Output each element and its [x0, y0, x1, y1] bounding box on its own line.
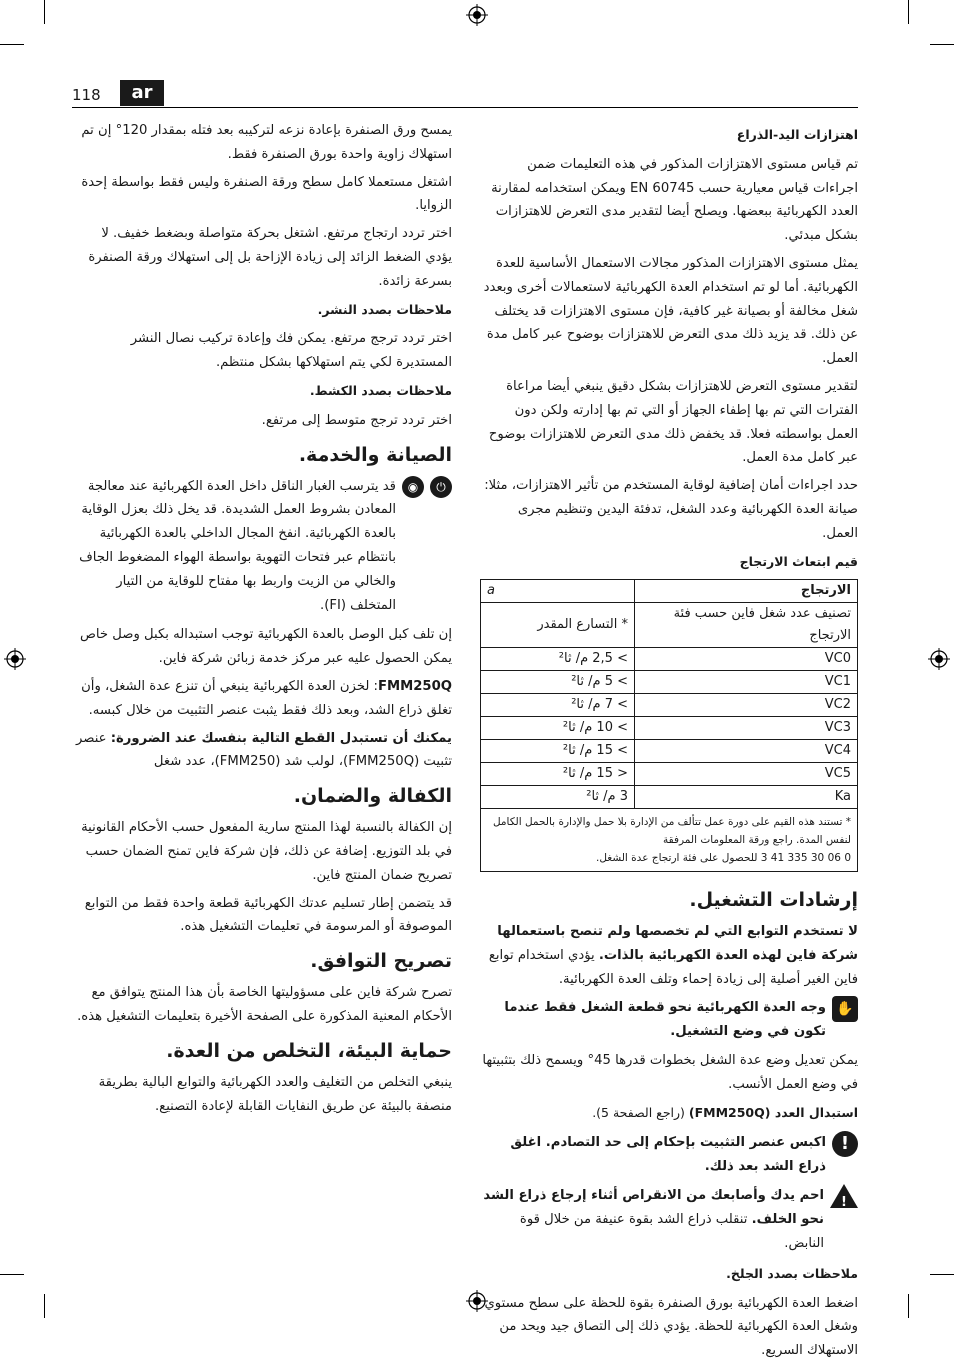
paragraph: يمكن تعديل وضع عدة الشغل بخطوات قدرها 45° ويسمح ذلك بتثبيتها في وضع العمل الأنسب.: [482, 1053, 858, 1093]
plug-icon: ⏻: [430, 476, 452, 498]
paragraph: تصرح شركة فاين على مسؤوليتها الخاصة بأن هذا المنتج يتوافق مع الأحكام المعنية المذكورة على الصفحة الأخيرة بتعليمات التشغيل هذه.: [77, 985, 452, 1024]
table-cell: VC4: [635, 740, 858, 763]
crop-mark: [0, 1274, 24, 1275]
table-cell: > 15 م/ ثا²: [481, 740, 635, 763]
warning-triangle-icon: !: [830, 1184, 858, 1208]
table-row: [481, 671, 858, 694]
table-heading: قيم ابتعاث الارتجاج: [739, 553, 858, 569]
paragraph: [481, 1184, 824, 1255]
table-cell: > 5 م/ ثا²: [481, 671, 635, 694]
paragraph: إن الكفالة بالنسبة لهذا المنتج سارية المفعول حسب الأحكام القانونية في بلد التوزيع. إضافة عن ذلك، فإن شركة فاين تمنح الضمان حسب تصريح ضمان المنتج فاين.: [81, 820, 452, 883]
maintenance-heading: الصيانة والخدمة.: [298, 443, 452, 466]
table-cell: VC2: [635, 694, 858, 717]
paragraph: اشتغل مستعملا كامل سطح ورقة الصنفرة وليس فقط بواسطة إحدة الزوايا.: [81, 174, 452, 214]
paragraph: ينبغي التخلص من التغليف والعدد الكهربائية والتوابع البالية بطريقة منصفة بالبيئة عن طريق النفايات القابلة لإعادة التصنيع.: [98, 1074, 452, 1114]
table-cell: < 15 م/ ثا²: [481, 763, 635, 786]
crop-mark: [44, 1294, 45, 1318]
table-row: [481, 694, 858, 717]
replace-heading: [481, 1101, 858, 1125]
paragraph: اكبس عنصر التثبيت بإحكام إلى حد التصادم. اغلق ذراع الشد بعد ذلك.: [510, 1134, 826, 1174]
table-note-line: * تستند هذه القيم على دورة عمل تتألف من الإدارة بلا حمل والإدارة بالحمل الكامل لنفس المدة. راجع ورقة المعلومات المرفقة: [492, 816, 851, 847]
table-cell: Ka: [635, 786, 858, 809]
exclamation-icon: !: [832, 1131, 858, 1157]
table-note: [481, 809, 858, 872]
table-cell: > 2,5 م/ ثا²: [481, 648, 635, 671]
registration-mark-icon: [928, 648, 950, 670]
model-label: FMM250Q: [378, 678, 452, 694]
replace-model: (FMM250Q): [688, 1104, 771, 1120]
registration-mark-icon: [4, 648, 26, 670]
table-cell: 3 م/ ثا²: [481, 786, 635, 809]
operation-heading: إرشادات التشغيل.: [689, 889, 858, 912]
table-cell: VC0: [635, 648, 858, 671]
hand-icon: ✋: [832, 996, 858, 1022]
vibration-heading: اهتزازات اليد-الذراع: [736, 127, 858, 142]
sanding-heading: ملاحظات بصدد الجلخ.: [726, 1265, 858, 1281]
table-row: [481, 580, 858, 603]
table-cell: VC5: [635, 763, 858, 786]
crop-mark: [930, 44, 954, 45]
paragraph: وجه العدة الكهربائية نحو قطعة الشغل فقط عندما تكون في وضع التشغيل.: [504, 999, 826, 1039]
crop-mark: [908, 1294, 909, 1318]
language-tag: ar: [120, 80, 164, 106]
table-row: [481, 763, 858, 786]
paragraph: [74, 675, 452, 723]
table-header-cell: الارتجاج: [635, 580, 858, 603]
paragraph: إن تلف كبل الوصل بالعدة الكهربائية توجب استبداله بكبل وصل خاص يمكن الحصول عليه عبر مركز خدمة زبائن شركة فاين.: [79, 627, 452, 667]
table-cell: تصنيف عدد شغل فاين حسب فئة الارتجاج: [635, 603, 858, 648]
table-row: [481, 809, 858, 872]
table-cell: * التسارع المقدر: [481, 603, 635, 648]
paragraph-text: يؤدي استخدام توابع فاين الغير أصلية إلى زيادة إحماء وتلف العدة الكهربائية.: [488, 948, 858, 987]
paragraph-text: عنصر تثبيت (FMM250Q)، لولب شد (FMM250)، عدد شغل: [75, 730, 452, 770]
goggles-icon: ◉: [402, 476, 424, 498]
caution-note: [481, 1184, 858, 1255]
maintenance-dust-note: [74, 475, 452, 618]
paragraph: حدد اجراءات أمان إضافية لوقاية المستخدم من تأثير الاهتزازات، مثلا: صيانة العدة الكهربائية وعدد الشغل، تدفئة اليدين وتنظيم مجرى العمل.: [484, 478, 858, 541]
paragraph: قد يتضمن إطار تسليم عدتك الكهربائية قطعة واحدة فقط من التوابع الموصوفة أو المرسومة في تعليمات التشغيل هذه.: [84, 895, 452, 935]
paragraph: [74, 727, 452, 775]
paragraph: قد يترسب الغبار الناقل داخل العدة الكهربائية عند معالجة المعادن بشروط العمل الشديدة. قد يخل ذلك بعزل الوقاية بالعدة الكهربائية. انفخ المجال الداخلي بالعدة الكهربائية بانتظام عبر فتحات التهوية بواسطة الهواء المضغوط الجاف والخالي من الزيت واربط بها مفتاح للوقاية من التيار المتخلف (FI).: [79, 478, 396, 613]
table-cell: VC3: [635, 717, 858, 740]
table-note-line: 0 06 30 335 41 3 للحصول على فئة ارتجاج عدة الشغل.: [596, 852, 851, 865]
table-header-cell: a: [481, 580, 635, 603]
crop-mark: [908, 0, 909, 24]
replace-heading-text: استبدال العدد: [770, 1104, 858, 1120]
table-cell: VC1: [635, 671, 858, 694]
environment-heading: حماية البيئة، التخلص من العدة.: [166, 1039, 452, 1062]
registration-mark-icon: [466, 4, 488, 26]
table-cell: > 10 م/ ثا²: [481, 717, 635, 740]
paragraph-text: تنقلب ذراع الشد بقوة عنيفة من خلال قوة النابض.: [519, 1212, 824, 1251]
paragraph: يمثل مستوى الاهتزازات المذكور مجالات الاستعمال الأساسية للعدة الكهربائية. أما لو تم استخدام العدة الكهربائية لاستعمالات أخرى وبعدد شغل مخالفة أو بصيانة غير كافية، فإن مستوى الاهتزازات قد يختلف عن ذلك. قد يزيد ذلك مدى التعرض للاهتزازات بوضوح عبر كامل مدة العمل.: [483, 255, 858, 367]
crop-mark: [0, 44, 24, 45]
glove-note: [481, 996, 858, 1044]
paragraph: تم قياس مستوى الاهتزازات المذكور في هذه التعليمات ضمن اجراءات قياس معيارية حسب EN 60745 ويمكن استخدامه لمقارنة العدد الكهربائية ببعضها. ويصلح أيضا لتقدير مدى التعرض للاهتزازات بشكل مبدئي.: [491, 156, 858, 244]
bold-lead: يمكنك أن تستبدل القطع التالية بنفسك عند الضرورة:: [110, 730, 452, 746]
paragraph: [481, 920, 858, 991]
warranty-heading: الكفالة والضمان.: [293, 785, 452, 808]
scrape-heading: ملاحظات بصدد الكشط.: [309, 382, 452, 398]
page-number: 118: [72, 86, 101, 104]
paragraph: لتقدير مستوى التعرض للاهتزازات بشكل دقيق ينبغي أيضا مراعاة الفترات التي تم بها إطفاء الجهاز أو التي تم بها إدارته ولكن دون العمل بواسطته فعلا. قد يخفض ذلك مدى التعرض للاهتزازات بوضوح عبر كامل مدة العمل.: [488, 378, 858, 466]
paragraph: اختر تردد ترجج مرتفع. يمكن فك وإعادة تركيب نصال النشر المستديرة لكي يتم استهلاكها بشكل منتظم.: [130, 331, 452, 371]
warning-note: [481, 1131, 858, 1179]
table-row: [481, 740, 858, 763]
paragraph: اختر تردد ترجج متوسط إلى مرتفع.: [261, 412, 452, 428]
paragraph-text: : لخزن العدة الكهربائية ينبغي أن تنزع عدة الشغل، وأن تغلق ذراع الشد، وبعد ذلك فقط يثبت عنصر التثبيت من خلال كبسه.: [81, 678, 452, 718]
table-row: [481, 648, 858, 671]
paragraph: اضغط العدة الكهربائية بورق الصنفرة بقوة للحظة على سطح مستوي وشغل العدة الكهربائية للحظة. يؤدي ذلك إلى التصاق جيد ويحد من الاستهلاك السريع.: [484, 1295, 858, 1359]
header-rule: [72, 107, 858, 108]
table-row: [481, 717, 858, 740]
bold-lead: لا تستخدم التوابع التي لم تخصصها ولم تنصح باستعمالها شركة فاين لهذه العدة الكهربائية بالذات.: [497, 924, 858, 964]
right-column: [481, 119, 858, 1367]
bold-lead: احم يدك وأصابعك من الانقراص أثناء إرجاع ذراع الشد نحو الخلف.: [483, 1188, 824, 1228]
table-row: [481, 786, 858, 809]
table-cell: > 7 م/ ثا²: [481, 694, 635, 717]
vibration-table: [480, 579, 858, 872]
table-row: [481, 603, 858, 648]
conformity-heading: تصريح التوافق.: [310, 950, 452, 973]
saw-heading: ملاحظات بصدد النشر.: [317, 301, 452, 317]
paragraph: يمسح ورق الصنفرة بإعادة نزعه لتركيبه بعد فتله بمقدار 120° إن تم استهلاك زاوية واحدة بورق الصنفرة فقط.: [81, 123, 452, 162]
crop-mark: [44, 0, 45, 24]
paragraph: اختر تردد ارتجاج مرتفع. اشتغل بحركة متواصلة وبضغط خفيف. لا يؤدي الضغط الزائد إلى زيادة الإزاحة بل إلى استهلاك ورقة الصنفرة بسرعة زائدة.: [88, 226, 452, 289]
replace-heading-ref: (راجع الصفحة 5).: [592, 1104, 689, 1120]
crop-mark: [930, 1274, 954, 1275]
left-column: [74, 119, 452, 1122]
